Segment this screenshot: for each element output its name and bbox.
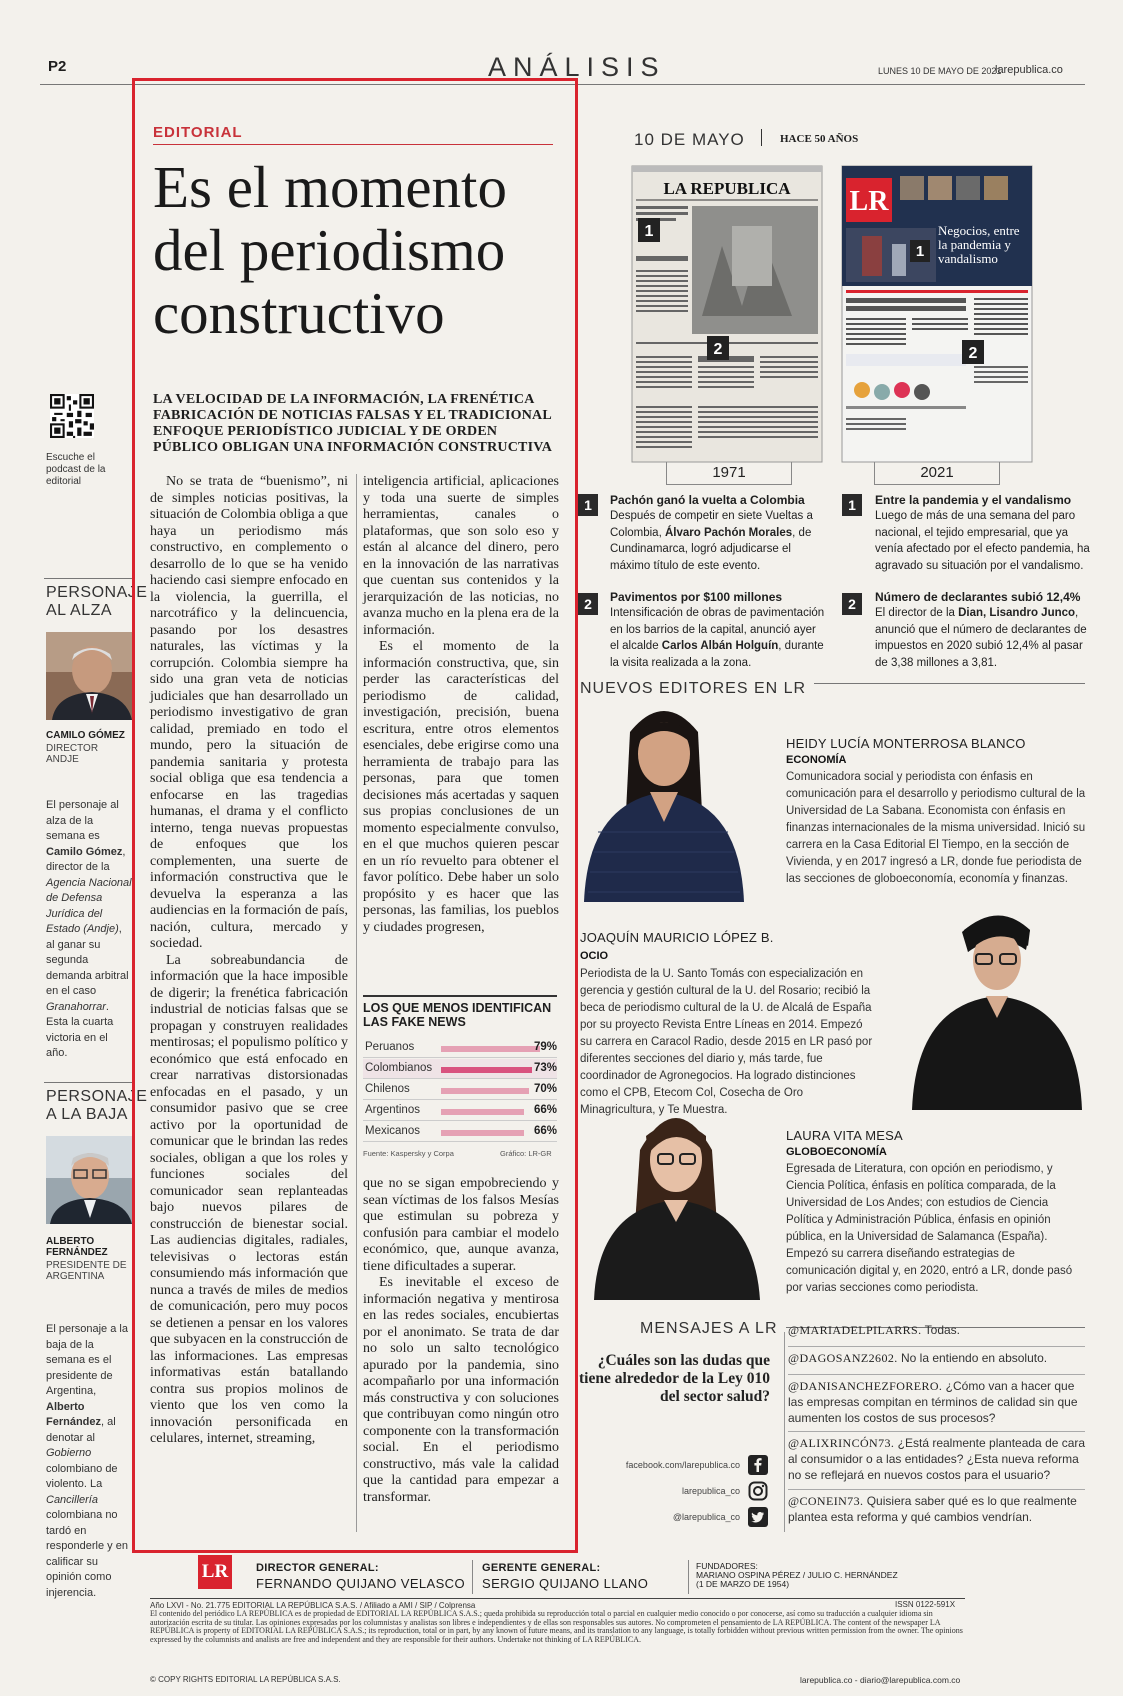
footer-rule <box>150 1598 965 1599</box>
joaquin-photo <box>902 900 1088 1110</box>
message-item: @DANISANCHEZFORERO. ¿Cómo van a hacer que las empresas compitan en términos de calidad sin que aumenten los costos de sus procesos? <box>788 1379 1078 1425</box>
kicker-rule <box>153 144 553 145</box>
baja-text: El personaje a la baja de la semana es el presidente de Argentina, Alberto Fernández, al denotar al Gobierno colombiano de violento. La Cancillería colombiana no tardó en responderle y en calificar su opinión como injerencia. <box>46 1323 128 1599</box>
new-headline: Negocios, entre la pandemia y vandalismo <box>938 223 1020 266</box>
issn: ISSN 0122-591X <box>895 1600 956 1609</box>
site-url[interactable]: larepublica.co <box>995 64 1063 76</box>
item-text: El director de la Dian, Lisandro Junco, anunció que el número de declarantes de impuestos en 2020 subió 12,4% al pasar de 3,38 millones a 3,81. <box>875 607 1087 669</box>
personaje-alza-heading: PERSONAJE AL ALZA <box>46 584 148 619</box>
paragraph: que no se sigan empobreciendo y sean víctimas de los falsos Mesías que estimulan su pobreza y confusión para cambiar el modelo económico, que, aunque avanza, tiene dificultades a superar. <box>363 1176 559 1274</box>
divider <box>44 1082 132 1083</box>
issue-info: Año LXVI - No. 21.775 EDITORIAL LA REPÚBLICA S.A.S. / Afiliado a AMI / SIP / Colprensa <box>150 1601 476 1610</box>
qr-code-icon[interactable] <box>50 394 94 438</box>
paragraph: La sobreabundancia de información que la hace imposible de digerir; la frenética fabricación industrial de noticias falsas que se propagan y construyen realidades mentirosas; el populismo político y económico que está enfocado en crear narrativas distorsionadas enfocadas en el pasado, y un consumidor pasivo que se cree activo por la oportunidad de comunicar que le brindan las redes sociales, obligan a que los roles y funciones sociales del comunicador sean replanteadas bajo nuevos pilares de construcción de bienestar social. Las audiencias digitales, radiales, televisivas o lectoras están consumiendo más información que nunca a través de miles de medios de comunicación, pero muy pocos se detienen a pensar en los valores que subyacen en la construcción de las informaciones. Las empresas informativas están batallando contra sus propios molinos de viento que los ven como la innovación personificada en celulares, internet, streaming, <box>150 952 348 1446</box>
paragraph: Es inevitable el exceso de información negativa y mentirosa en las redes sociales, encubiertas por el anonimato. Se trata de dar no solo un salto tecnológico apurado por la pandemia, sino acompañarlo por una información más constructiva y con soluciones que contribuyan como ningún otro componente con la transformación social. En el periodismo constructivo, más vale la calidad que la cantidad para empezar a transformar. <box>363 1275 559 1505</box>
director-name: FERNANDO QUIJANO VELASCO <box>256 1576 465 1591</box>
alza-text: El personaje al alza de la semana es Camilo Gómez, director de la Agencia Nacional de Defensa Jurídica del Estado (Andje), al ganar su segunda demanda arbitral en el caso Granahorrar. Esta la cuarta victoria en el año. <box>46 799 132 1059</box>
alberto-fernandez-photo <box>46 1136 132 1224</box>
paragraph: inteligencia artificial, aplicaciones y toda una suerte de simples herramientas, canales o plataformas, que son solo eso y están al alcance del dinero, pero en la innovación de las narrativas que cuentan sus contenidos y la jerarquización de las noticias, no avanza mucho en la plena era de la información. <box>363 474 559 638</box>
editorial-kicker: EDITORIAL <box>153 124 243 141</box>
contact-info[interactable]: larepublica.co - diario@larepublica.com.co <box>800 1675 961 1685</box>
chart-category-label: Argentinos <box>365 1104 420 1116</box>
message-item: @DAGOSANZ2602. No la entiendo en absoluto. <box>788 1351 1048 1365</box>
marker-1: 1 <box>644 223 654 240</box>
mensajes-heading: MENSAJES A LR <box>640 1320 786 1338</box>
director-label: DIRECTOR GENERAL: <box>256 1562 379 1574</box>
editor-name: LAURA VITA MESA <box>786 1128 903 1143</box>
marker-2: 2 <box>968 345 978 362</box>
old-masthead: LA REPUBLICA <box>663 179 791 198</box>
item-number: 2 <box>578 593 598 615</box>
divider <box>788 1374 1085 1375</box>
editorial-column-1 <box>150 474 348 1536</box>
chart-row <box>363 1059 557 1079</box>
chart-row <box>363 1122 557 1142</box>
chart-category-label: Peruanos <box>365 1041 415 1053</box>
column-divider <box>356 474 357 1532</box>
chart-bar <box>441 1109 524 1115</box>
qr-caption: Escuche el podcast de la editorial <box>46 452 106 487</box>
fundadores-names: MARIANO OSPINA PÉREZ / JULIO C. HERNÁNDEZ <box>696 1570 898 1580</box>
front-page-2021 <box>842 166 1032 462</box>
baja-name: ALBERTO FERNÁNDEZ <box>46 1236 108 1258</box>
editor-name: JOAQUÍN MAURICIO LÓPEZ B. <box>580 930 774 945</box>
chart-source: Fuente: Kaspersky y Corpa <box>363 1149 454 1158</box>
heidy-photo <box>578 692 750 902</box>
history-item <box>875 493 1090 574</box>
chart-bar <box>441 1130 524 1136</box>
editor-bio: Comunicadora social y periodista con énfasis en comunicación para el desarrollo y periodismo cultural de la Universidad de La Sabana. Economista con énfasis en finanzas internacionales de la misma universidad. Inició su carrera en la Casa Editorial El Tiempo, en la sección de Vivienda, y en 2017 ingresó a LR, donde fue periodista de las secciones de globoeconomía, economía y finanzas. <box>786 771 1086 885</box>
editor-area: ECONOMÍA <box>786 754 847 766</box>
divider <box>788 1489 1085 1490</box>
chart-bar <box>441 1067 532 1073</box>
paragraph: No se trata de “buenismo”, ni de simples noticias positivas, la situación de Colombia obliga a que haya un periodismo más constructivo, en complemento o desarrollo de lo que se ha venido haciendo casi siempre enfocado en la violencia, la guerrilla, el narcotráfico y la delincuencia, pasando por los desastres naturales, las víctimas y la corrupción. Colombia siempre ha sido una gran veta de noticias judiciales que han desarrollado un periodismo investigativo de gran calidad, premiado en todo el mundo, pero la situación de pandemia sanitaria y protesta social obliga que esa tendencia a enfocarse en las tragedias humanas, el drama y el conflicto interno, tenga nuevas propuestas de enfoques que los complementen, una suerte de información constructiva que le devuelva la esperanza a las audiencias en la formación de país, nación, cultura, mercado y sociedad. <box>150 474 348 951</box>
marker-2: 2 <box>713 341 723 358</box>
chart-value-label: 79% <box>533 1041 557 1053</box>
item-title: Entre la pandemia y el vandalismo <box>875 493 1072 507</box>
history-item <box>610 493 825 574</box>
chart-category-label: Mexicanos <box>365 1125 420 1137</box>
chart-row <box>363 1080 557 1100</box>
item-title: Número de declarantes subió 12,4% <box>875 590 1081 604</box>
chart-value-label: 66% <box>533 1104 557 1116</box>
message-item: @MARIADELPILARRS. Todas. <box>788 1323 961 1337</box>
editor-bio: Periodista de la U. Santo Tomás con especialización en gerencia y gestión cultural de la U. del Rosario; recibió la beca de periodismo cultural de la U. de Alcalá de España por su proyecto Revista Entre Líneas en 2014. Empezó su carrera en Caracol Radio, desde 2015 en LR pasó por diferentes secciones del diario y, más tarde, fue coordinador de Agronegocios. Ha logrado distinciones como el CPB, Etecom Col, Cosecha de Oro Minagricultura, y Te Muestra. <box>580 968 873 1116</box>
item-number: 1 <box>578 494 598 516</box>
twitter-link[interactable]: @larepublica_co <box>672 1512 740 1522</box>
fundacion-date: (1 DE MARZO DE 1954) <box>696 1579 790 1589</box>
camilo-gomez-photo <box>46 632 132 720</box>
chart-row <box>363 1038 557 1058</box>
year-1971: 1971 <box>666 462 792 485</box>
copyright: © COPY RIGHTS EDITORIAL LA REPÚBLICA S.A.S. <box>150 1675 341 1684</box>
front-page-1971 <box>632 166 822 462</box>
chart-rule <box>363 995 557 997</box>
laura-photo <box>588 1090 768 1300</box>
editors-heading: NUEVOS EDITORES EN LR <box>580 680 814 698</box>
item-text: Luego de más de una semana del paro nacional, el tejido empresarial, que ya venía afectado por el efecto pandemia, ha agravado su situación por el vandalismo. <box>875 510 1090 572</box>
divider <box>788 1346 1085 1347</box>
editorial-lead: LA VELOCIDAD DE LA INFORMACIÓN, LA FRENÉTICA FABRICACIÓN DE NOTICIAS FALSAS Y EL TRADICIONAL ENFOQUE PERIODÍSTICO JUDICIAL Y DE ORDEN PÚBLICO OBLIGAN UNA INFORMACIÓN CONSTRUCTIVA <box>153 392 553 455</box>
chart-value-label: 70% <box>533 1083 557 1095</box>
item-text: Intensificación de obras de pavimentación en los barrios de la capital, anunció ayer el alcalde Carlos Albán Holguín, durante la visita realizada a la zona. <box>610 607 825 669</box>
editorial-column-2 <box>363 474 559 992</box>
personaje-baja-heading: PERSONAJE A LA BAJA <box>46 1088 148 1123</box>
issue-date: LUNES 10 DE MAYO DE 2021 <box>878 66 1002 76</box>
editorial-column-3 <box>363 1176 559 1536</box>
mensajes-question: ¿Cuáles son las dudas que tiene alrededor de la Ley 010 del sector salud? <box>578 1352 770 1405</box>
item-number: 2 <box>842 593 862 615</box>
chart-title: LOS QUE MENOS IDENTIFICAN LAS FAKE NEWS <box>363 1001 552 1029</box>
gerente-label: GERENTE GENERAL: <box>482 1562 601 1574</box>
history-item <box>875 590 1090 671</box>
history-date: 10 DE MAYO <box>634 130 745 149</box>
item-title: Pachón ganó la vuelta a Colombia <box>610 493 805 507</box>
new-masthead: LR <box>849 186 889 217</box>
section-title: ANÁLISIS <box>488 52 666 82</box>
lr-logo: LR <box>198 1555 232 1589</box>
divider <box>472 1560 473 1594</box>
message-item: @CONEIN73. Quisiera saber qué es lo que realmente plantea esta reforma y qué cambios vendrían. <box>788 1494 1077 1524</box>
chart-bar <box>441 1046 540 1052</box>
alza-role: DIRECTOR ANDJE <box>46 743 99 765</box>
instagram-icon[interactable] <box>748 1481 768 1501</box>
column-divider <box>784 1332 785 1532</box>
message-item: @ALIXRINCÓN73. ¿Está realmente planteada de cara al consumidor o a las entidades? ¿Esta nueva reforma no se reflejará en nuevos costos para el usuario? <box>788 1436 1086 1482</box>
divider <box>44 578 132 579</box>
baja-role: PRESIDENTE DE ARGENTINA <box>46 1260 127 1282</box>
divider <box>761 129 762 146</box>
item-title: Pavimentos por $100 millones <box>610 590 783 604</box>
item-number: 1 <box>842 494 862 516</box>
chart-credit: Gráfico: LR-GR <box>500 1149 552 1158</box>
item-text: Después de competir en siete Vueltas a Colombia, Álvaro Pachón Morales, de Cundinamarca, logró adjudicarse el máximo título de este evento. <box>610 510 813 572</box>
year-2021: 2021 <box>874 462 1000 485</box>
chart-category-label: Colombianos <box>365 1062 433 1074</box>
facebook-link[interactable]: facebook.com/larepublica.co <box>625 1460 740 1470</box>
divider <box>788 1431 1085 1432</box>
alza-name: CAMILO GÓMEZ <box>46 730 125 741</box>
editorial-title: Es el momento del periodismo constructivo <box>153 154 507 346</box>
page-number: P2 <box>48 58 67 75</box>
divider <box>688 1560 689 1594</box>
chart-category-label: Chilenos <box>365 1083 410 1095</box>
twitter-icon[interactable] <box>748 1507 768 1527</box>
chart-value-label: 66% <box>533 1125 557 1137</box>
gerente-name: SERGIO QUIJANO LLANO <box>482 1576 649 1591</box>
fundadores-label: FUNDADORES: <box>696 1561 758 1571</box>
history-item <box>610 590 825 671</box>
legal-notice: El contenido del periódico LA REPÚBLICA es de propiedad de EDITORIAL LA REPÚBLICA S.A.S.; queda prohibida su reproducción total o parcial en cualquier medio conocido o por conocerse, así como su traducción a cualquier idioma sin autorización escrita de su titular. Las opiniones expresadas por los columnistas y analistas son libres e independientes y de ellas son responsables sus autores. No comprometen el pensamiento de LA REPÚBLICA. The content of the newspaper LA REPÚBLICA is property of EDITORIAL LA REPÚBLICA S.A.S.; its reproduction, total or in part, by any known of future means, and its translation to any language, is totally forbidden without previous written permission from the owner. The opinions expressed by the columnists and analists are free and independent and they are responsible for their authors. Undertake not thinking of LA REPÚBLICA. <box>150 1609 963 1644</box>
facebook-icon[interactable] <box>748 1455 768 1475</box>
chart-value-label: 73% <box>533 1062 557 1074</box>
chart-row <box>363 1101 557 1121</box>
marker-1: 1 <box>915 243 925 260</box>
chart-bar <box>441 1088 529 1094</box>
editor-name: HEIDY LUCÍA MONTERROSA BLANCO <box>786 736 1026 751</box>
history-label: HACE 50 AÑOS <box>780 133 859 145</box>
instagram-link[interactable]: larepublica_co <box>681 1486 740 1496</box>
editor-area: OCIO <box>580 950 609 962</box>
paragraph: Es el momento de la información constructiva, que, sin perder las características del periodismo de calidad, investigación, precisión, buena escritura, entre otros elementos esenciales, debe erigirse como una herramienta de trabajo para las personas, para que tomen decisiones más acertadas y saquen sus propias conclusiones de un momento especialmente convulso, en el que muchos quieren pescar en un río revuelto para obtener el favor político. Debe haber un solo propósito y es hacer que las personas, las familias, los pueblos y ciudades progresen, <box>363 639 559 935</box>
editor-area: GLOBOECONOMÍA <box>786 1146 887 1158</box>
editor-bio: Egresada de Literatura, con opción en periodismo, y Ciencia Política, énfasis en política comparada, de la Universidad de Los Andes; con estudios de Ciencia Política y Administración Pública, énfasis en opinión pública, en la Universidad de Salamanca (España). Empezó su carrera diseñando estrategias de comunicación digital y, en 2020, entró a LR, donde pasó por varias secciones como periodista. <box>786 1163 1073 1294</box>
